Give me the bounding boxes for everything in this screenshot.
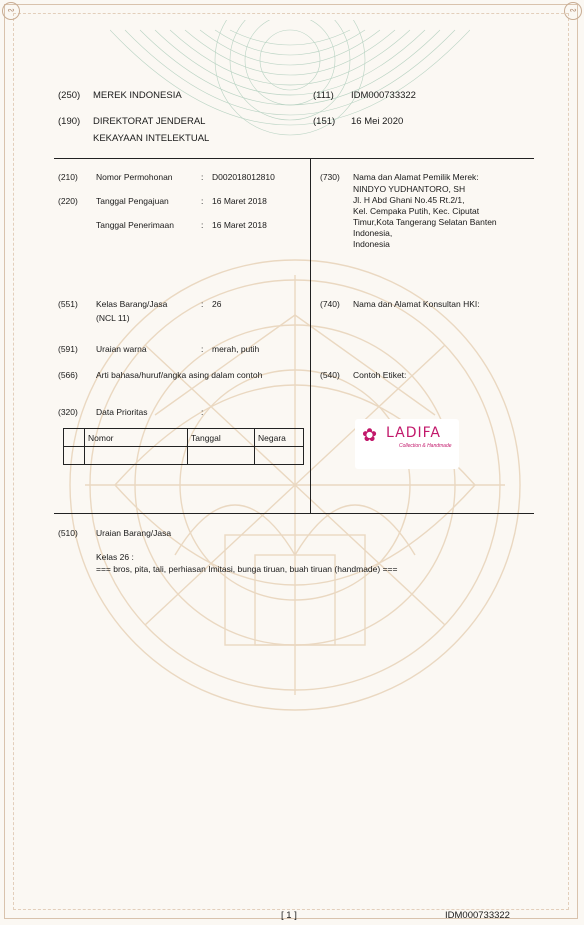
corner-ornament-icon: ∾ xyxy=(2,2,20,20)
label-example-label: Contoh Etiket: xyxy=(353,370,407,380)
colon: : xyxy=(201,172,204,182)
owner-line: Jl. H Abd Ghani No.45 Rt.2/1, xyxy=(353,195,465,205)
receipt-date: 16 Maret 2018 xyxy=(212,220,267,230)
flower-icon: ✿ xyxy=(362,425,378,445)
owner-line: Timur,Kota Tangerang Selatan Banten xyxy=(353,217,497,227)
application-number: D002018012810 xyxy=(212,172,275,182)
owner-line: Indonesia xyxy=(353,239,390,249)
column-header: Tanggal xyxy=(188,429,255,447)
translation-label: Arti bahasa/huruf/angka asing dalam contoh xyxy=(96,370,263,380)
goods-label: Uraian Barang/Jasa xyxy=(96,528,172,538)
logo-name: LADIFA xyxy=(386,425,441,441)
code-190: (190) xyxy=(58,116,81,127)
priority-table xyxy=(63,428,304,465)
code-250: (250) xyxy=(58,90,81,101)
code-320: (320) xyxy=(58,407,78,417)
class-label: Kelas Barang/Jasa xyxy=(96,299,168,309)
footer-doc-id: IDM000733322 xyxy=(445,910,510,921)
filing-date: 16 Maret 2018 xyxy=(212,196,267,206)
code-730: (730) xyxy=(320,172,340,182)
page-number: [ 1 ] xyxy=(281,910,297,921)
label-190-line2: KEKAYAAN INTELEKTUAL xyxy=(93,133,210,144)
code-540: (540) xyxy=(320,370,340,380)
registration-number: IDM000733322 xyxy=(351,90,416,101)
column-header: Negara xyxy=(255,429,304,447)
priority-label: Data Prioritas xyxy=(96,407,148,417)
owner-label: Nama dan Alamat Pemilik Merek: xyxy=(353,172,479,182)
logo-tagline: Collection & Handmade xyxy=(399,443,452,449)
goods-description: === bros, pita, tali, perhiasan Imitasi, bunga tiruan, buah tiruan (handmade) === xyxy=(96,564,398,574)
code-220: (220) xyxy=(58,196,78,206)
goods-class: Kelas 26 : xyxy=(96,552,134,562)
class-value: 26 xyxy=(212,299,222,309)
table-header-row xyxy=(64,429,304,447)
colon: : xyxy=(201,196,204,206)
table-row xyxy=(64,447,304,465)
code-551: (551) xyxy=(58,299,78,309)
brand-label-image xyxy=(355,419,459,469)
label-210: Nomor Permohonan xyxy=(96,172,173,182)
color-value: merah, putih xyxy=(212,344,260,354)
owner-line: Kel. Cempaka Putih, Kec. Ciputat xyxy=(353,206,480,216)
registration-date: 16 Mei 2020 xyxy=(351,116,404,127)
label-250: MEREK INDONESIA xyxy=(93,90,182,101)
divider-top xyxy=(54,158,534,159)
label-190-line1: DIREKTORAT JENDERAL xyxy=(93,116,206,127)
owner-line: Indonesia, xyxy=(353,228,393,238)
corner-ornament-icon: ∾ xyxy=(564,2,582,20)
color-label: Uraian warna xyxy=(96,344,147,354)
code-740: (740) xyxy=(320,299,340,309)
colon: : xyxy=(201,220,204,230)
code-111: (111) xyxy=(313,90,334,101)
divider-bottom xyxy=(54,513,534,514)
code-591: (591) xyxy=(58,344,78,354)
code-510: (510) xyxy=(58,528,78,538)
divider-vertical xyxy=(310,158,311,513)
code-566: (566) xyxy=(58,370,78,380)
label-receipt: Tanggal Penerimaan xyxy=(96,220,174,230)
class-label-ncl: (NCL 11) xyxy=(96,313,130,323)
column-header: Nomor xyxy=(85,429,188,447)
label-220: Tanggal Pengajuan xyxy=(96,196,169,206)
owner-line: NINDYO YUDHANTORO, SH xyxy=(353,184,466,194)
colon: : xyxy=(201,407,204,417)
colon: : xyxy=(201,299,204,309)
code-151: (151) xyxy=(313,116,336,127)
colon: : xyxy=(201,344,204,354)
code-210: (210) xyxy=(58,172,78,182)
consultant-label: Nama dan Alamat Konsultan HKI: xyxy=(353,299,480,309)
